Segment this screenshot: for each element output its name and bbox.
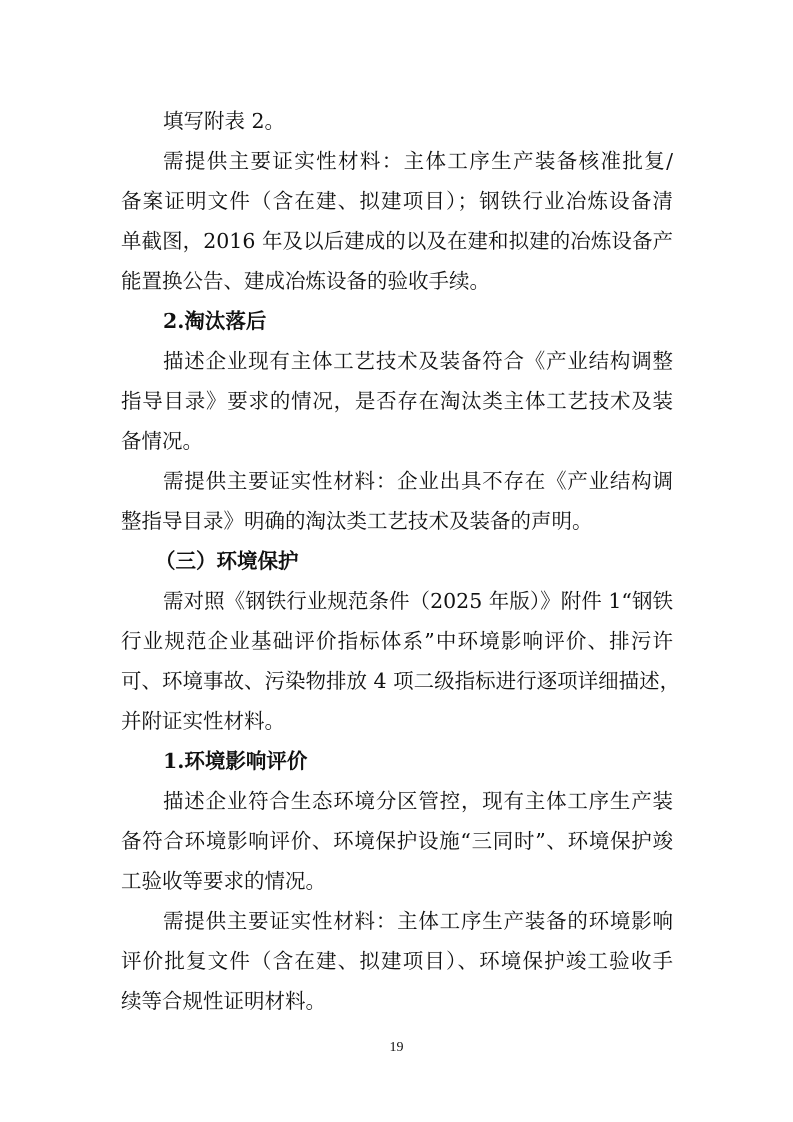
paragraph-line: 续等合规性证明材料。	[121, 989, 326, 1013]
paragraph-line: 单截图，2016 年及以后建成的以及在建和拟建的冶炼设备产	[121, 229, 673, 253]
paragraph-line: 行业规范企业基础评价指标体系”中环境影响评价、排污许	[121, 629, 673, 653]
paragraph-line: 描述企业符合生态环境分区管控，现有主体工序生产装	[163, 789, 673, 813]
section-heading: 1.环境影响评价	[163, 749, 308, 773]
paragraph-line: 备符合环境影响评价、环境保护设施“三同时”、环境保护竣	[121, 829, 673, 853]
paragraph-line: 工验收等要求的情况。	[121, 869, 326, 893]
paragraph-line: 备情况。	[121, 429, 203, 453]
paragraph-line: 能置换公告、建成冶炼设备的验收手续。	[121, 269, 490, 293]
section-heading: 2.淘汰落后	[163, 309, 267, 333]
section-heading: （三）环境保护	[155, 549, 299, 573]
paragraph-line: 指导目录》要求的情况，是否存在淘汰类主体工艺技术及装	[121, 389, 673, 413]
paragraph-line: 可、环境事故、污染物排放 4 项二级指标进行逐项详细描述，	[121, 669, 681, 693]
paragraph-line: 需提供主要证实性材料：主体工序生产装备核准批复/	[163, 149, 673, 173]
paragraph-line: 并附证实性材料。	[121, 709, 285, 733]
paragraph-line: 需对照《钢铁行业规范条件（2025 年版）》附件 1“钢铁	[163, 589, 673, 613]
page-number: 19	[389, 1040, 404, 1055]
paragraph-line: 描述企业现有主体工艺技术及装备符合《产业结构调整	[163, 349, 673, 373]
paragraph-line: 备案证明文件（含在建、拟建项目）；钢铁行业冶炼设备清	[121, 189, 673, 213]
paragraph-line: 整指导目录》明确的淘汰类工艺技术及装备的声明。	[121, 509, 593, 533]
paragraph-line: 需提供主要证实性材料：企业出具不存在《产业结构调	[163, 469, 673, 493]
paragraph-line: 需提供主要证实性材料：主体工序生产装备的环境影响	[163, 909, 673, 933]
paragraph-line: 评价批复文件（含在建、拟建项目）、环境保护竣工验收手	[121, 949, 673, 973]
paragraph-line: 填写附表 2。	[163, 109, 286, 133]
